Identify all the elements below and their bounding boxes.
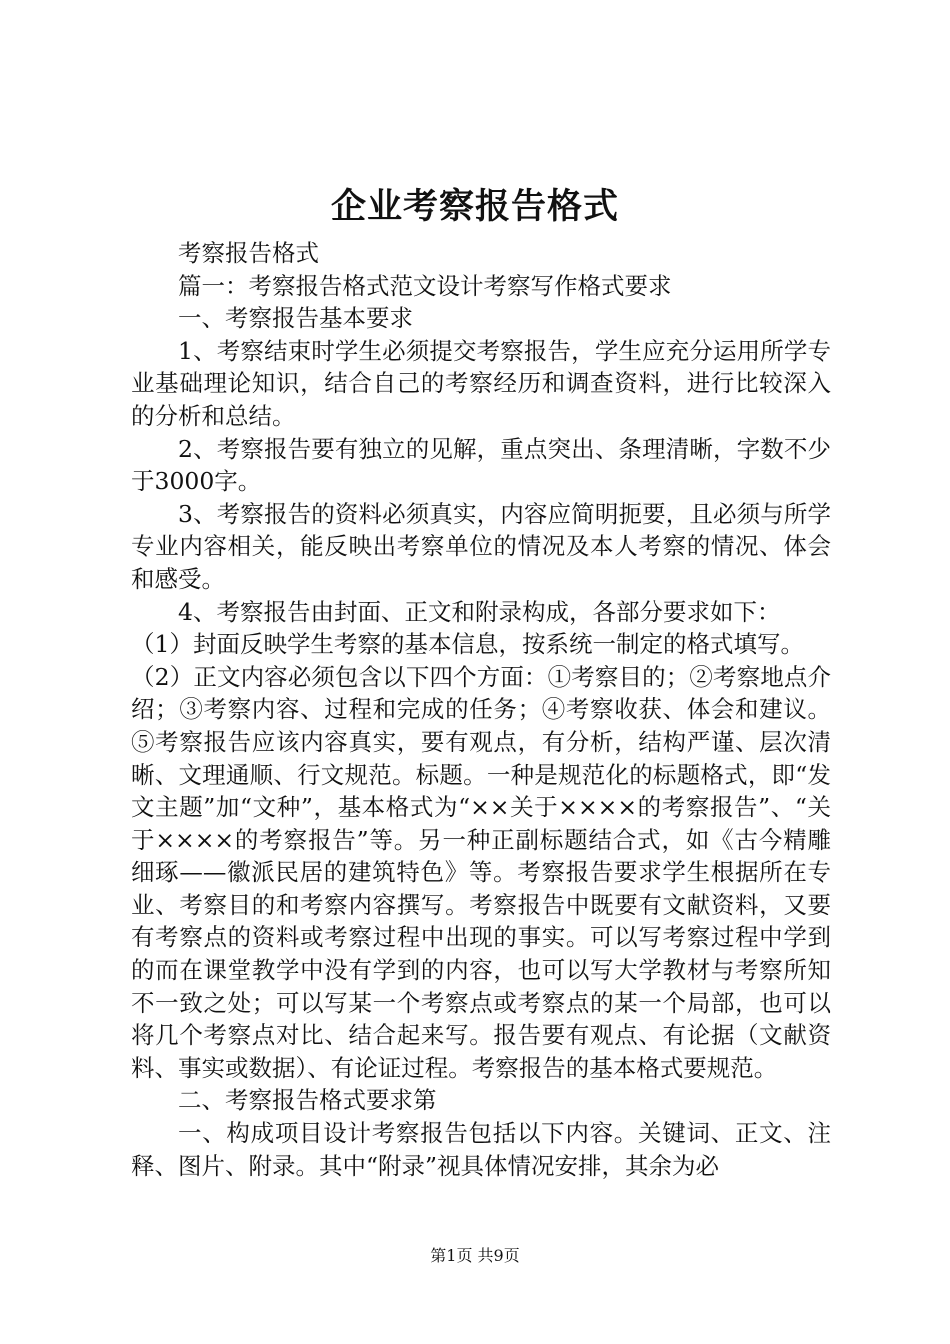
- paragraph: （1）封面反映学生考察的基本信息，按系统一制定的格式填写。: [131, 630, 804, 659]
- paragraph: 4、考察报告由封面、正文和附录构成，各部分要求如下：: [178, 597, 781, 626]
- document-title: 企业考察报告格式: [330, 186, 619, 227]
- paragraph: 考察报告格式: [178, 239, 319, 267]
- paragraph: 3、考察报告的资料必须真实，内容应简明扼要，且必须与所学专业内容相关，能反映出考察单位的情况及本人考察的情况、体会和感受。: [131, 499, 831, 593]
- paragraph: 二、考察报告格式要求第: [178, 1086, 437, 1115]
- paragraph: 篇一：考察报告格式范文设计考察写作格式要求: [178, 271, 672, 300]
- document-body: [131, 237, 831, 1182]
- paragraph: 一、考察报告基本要求: [178, 304, 413, 333]
- paragraph: 一、构成项目设计考察报告包括以下内容。关键词、正文、注释、图片、附录。其中“附录”视具体情况安排，其余为必: [131, 1119, 831, 1180]
- page-footer: 第1页 共9页: [430, 1246, 520, 1265]
- paragraph: 2、考察报告要有独立的见解，重点突出、条理清晰，字数不少于3000字。: [131, 434, 831, 496]
- paragraph: 1、考察结束时学生必须提交考察报告，学生应充分运用所学专业基础理论知识，结合自己的考察经历和调查资料，进行比较深入的分析和总结。: [131, 336, 831, 430]
- paragraph: （2）正文内容必须包含以下四个方面：①考察目的；②考察地点介绍；③考察内容、过程和完成的任务；④考察收获、体会和建议。⑤考察报告应该内容真实，要有观点，有分析，结构严谨、层次清晰、文理通顺、行文规范。标题。一种是规范化的标题格式，即“发文主题”加“文种”，基本格式为“××关于××××的考察报告”、“关于××××的考察报告”等。另一种正副标题结合式，如《古今精雕细琢——徽派民居的建筑特色》等。考察报告要求学生根据所在专业、考察目的和考察内容撰写。考察报告中既要有文献资料，又要有考察点的资料或考察过程中出现的事实。可以写考察过程中学到的而在课堂教学中没有学到的内容，也可以写大学教材与考察所知不一致之处；可以写某一个考察点或考察点的某一个局部，也可以将几个考察点对比、结合起来写。报告要有观点、有论据（文献资料、事实或数据）、有论证过程。考察报告的基本格式要规范。: [131, 662, 831, 1082]
